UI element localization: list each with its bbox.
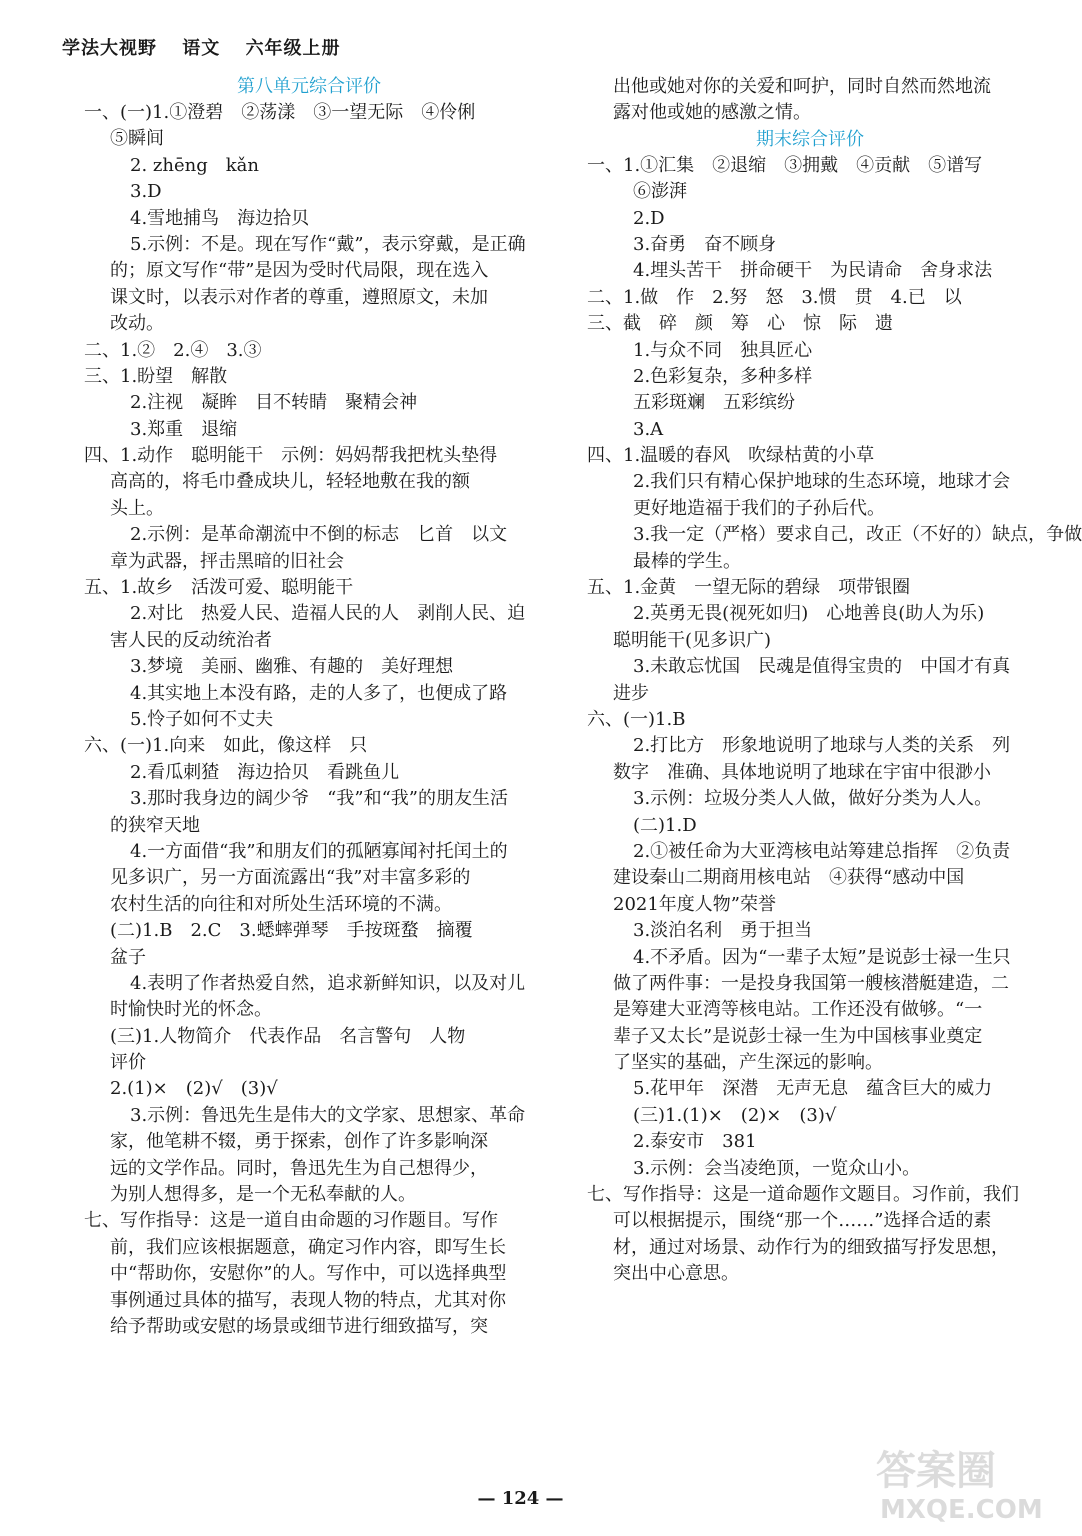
left-answer-line: 2.注视 凝眸 目不转睛 聚精会神: [130, 392, 418, 414]
right-answer-line: 3.A: [633, 418, 664, 440]
right-answer-line: 四、1.温暖的春风 吹绿枯黄的小草: [587, 445, 875, 467]
left-answer-line: 课文时，以表示对作者的尊重，遵照原文，未加: [110, 286, 488, 308]
section-title-final: 期末综合评价: [756, 128, 864, 150]
left-answer-line: 六、(一)1.向来 如此，像这样 只: [84, 735, 368, 757]
page-number: — 124 —: [477, 1488, 564, 1509]
left-answer-line: 高高的，将毛巾叠成块儿，轻轻地敷在我的额: [110, 471, 470, 493]
left-answer-line: 2.看瓜刺猹 海边拾贝 看跳鱼儿: [130, 761, 400, 783]
right-answer-line: 3.奋勇 奋不顾身: [633, 233, 777, 255]
left-answer-line: 2. zhēng kǎn: [130, 154, 259, 176]
left-answer-line: 4.一方面借“我”和朋友们的孤陋寡闻衬托闰土的: [130, 840, 508, 862]
left-answer-line: 5.示例：不是。现在写作“戴”，表示穿戴，是正确: [130, 233, 526, 255]
right-continued-lines: [587, 74, 1033, 127]
left-answer-line: 四、1.动作 聪明能干 示例：妈妈帮我把枕头垫得: [84, 445, 498, 467]
right-answer-line: 1.与众不同 独具匠心: [633, 339, 813, 361]
right-answer-line: 一、1.①汇集 ②退缩 ③拥戴 ④贡献 ⑤谱写: [587, 154, 983, 176]
right-answer-line: 2.我们只有精心保护地球的生态环境，地球才会: [633, 471, 1011, 493]
right-answer-line: 五、1.金黄 一望无际的碧绿 项带银圈: [587, 577, 911, 599]
right-answer-line: (三)1.(1)× (2)× (3)√: [633, 1104, 837, 1126]
left-answer-line: 害人民的反动统治者: [110, 629, 272, 651]
right-answer-line: 数字 准确、具体地说明了地球在宇宙中很渺小: [613, 761, 991, 783]
right-continued-line: 出他或她对你的关爱和呵护，同时自然而然地流: [613, 76, 991, 97]
left-answer-line: 4.其实地上本没有路，走的人多了，也便成了路: [130, 682, 508, 704]
right-answer-line: 4.埋头苦干 拼命硬干 为民请命 舍身求法: [633, 260, 993, 282]
left-answer-line: 给予帮助或安慰的场景或细节进行细致描写，突: [110, 1315, 488, 1337]
left-answer-line: 3.示例：鲁迅先生是伟大的文学家、思想家、革命: [130, 1104, 526, 1126]
right-answer-line: 2.英勇无畏(视死如归) 心地善良(助人为乐): [633, 603, 985, 625]
left-answer-line: 头上。: [110, 497, 164, 519]
left-answer-line: 七、写作指导：这是一道自由命题的习作题目。写作: [84, 1210, 498, 1232]
right-answer-line: 2.打比方 形象地说明了地球与人类的关系 列: [633, 735, 1011, 757]
right-answer-line: 突出中心意思。: [613, 1263, 739, 1285]
right-answer-lines: [587, 153, 1082, 1288]
right-answer-line: 可以根据提示，围绕“那一个……”选择合适的素: [613, 1210, 992, 1232]
left-answer-line: 一、(一)1.①澄碧 ②荡漾 ③一望无际 ④伶俐: [84, 102, 476, 123]
left-answer-line: 4.表明了作者热爱自然，追求新鲜知识，以及对儿: [130, 972, 526, 994]
left-answer-line: 改动。: [110, 313, 164, 335]
right-answer-line: 3.示例：会当凌绝顶，一览众山小。: [633, 1157, 921, 1179]
right-answer-line: 3.我一定（严格）要求自己，改正（不好的）缺点，争做: [633, 524, 1082, 546]
left-answer-line: 五、1.故乡 活泼可爱、聪明能干: [84, 577, 354, 599]
running-header: [62, 34, 359, 60]
left-answer-line: 时愉快时光的怀念。: [110, 999, 272, 1021]
left-answer-line: 事例通过具体的描写，表现人物的特点，尤其对你: [110, 1289, 506, 1311]
right-column: [587, 74, 1082, 1288]
left-answer-line: 3.梦境 美丽、幽雅、有趣的 美好理想: [130, 656, 454, 678]
right-answer-line: 三、截 碎 颜 筹 心 惊 际 遗: [587, 313, 893, 335]
left-answer-line: 2.(1)× (2)√ (3)√: [110, 1078, 278, 1100]
right-answer-line: 了坚实的基础，产生深远的影响。: [613, 1052, 883, 1074]
section-title-unit8: 第八单元综合评价: [237, 76, 381, 97]
right-answer-line: 做了两件事：一是投身我国第一艘核潜艇建造，二: [613, 972, 1009, 994]
left-answer-line: 评价: [110, 1052, 146, 1074]
right-answer-line: 七、写作指导：这是一道命题作文题目。习作前，我们: [587, 1184, 1019, 1206]
right-answer-line: 3.淡泊名利 勇于担当: [633, 920, 813, 942]
right-answer-line: 进步: [613, 682, 649, 704]
right-answer-line: (二)1.D: [633, 814, 697, 836]
left-answer-line: 农村生活的向往和对所处生活环境的不满。: [110, 893, 452, 915]
right-answer-line: 2.D: [633, 207, 665, 229]
right-answer-line: 辈子又太长”是说彭士禄一生为中国核事业奠定: [613, 1025, 983, 1047]
left-answer-line: 4.雪地捕鸟 海边拾贝: [130, 207, 310, 229]
right-answer-line: ⑥澎湃: [633, 181, 687, 203]
left-column: [84, 74, 534, 1340]
left-answer-line: 3.郑重 退缩: [130, 418, 238, 440]
right-answer-line: 3.未敢忘忧国 民魂是值得宝贵的 中国才有真: [633, 656, 1011, 678]
right-answer-line: 聪明能干(见多识广): [613, 629, 772, 651]
left-answer-line: 三、1.盼望 解散: [84, 365, 228, 387]
left-answer-line: 盆子: [110, 946, 146, 968]
left-answer-line: 中“帮助你，安慰你”的人。写作中，可以选择典型: [110, 1263, 507, 1285]
right-answer-line: 是筹建大亚湾等核电站。工作还没有做够。“一: [613, 999, 983, 1021]
right-answer-line: 2.①被任命为大亚湾核电站筹建总指挥 ②负责: [633, 840, 1011, 862]
right-answer-line: 4.不矛盾。因为“一辈子太短”是说彭士禄一生只: [633, 946, 1011, 968]
left-answer-line: 3.那时我身边的阔少爷 “我”和“我”的朋友生活: [130, 788, 508, 810]
right-answer-line: 最棒的学生。: [633, 550, 741, 572]
left-answer-line: 前，我们应该根据题意，确定习作内容，即写生长: [110, 1236, 506, 1258]
left-answer-line: 的；原文写作“带”是因为受时代局限，现在选入: [110, 260, 489, 282]
right-answer-line: 2.泰安市 381: [633, 1131, 757, 1153]
left-answer-line: 二、1.② 2.④ 3.③: [84, 339, 262, 361]
watermark-url: MXQE.COM: [880, 1495, 1043, 1525]
subject: 语文: [182, 38, 221, 59]
book-name: 学法大视野: [62, 38, 157, 59]
left-answer-line: 2.对比 热爱人民、造福人民的人 剥削人民、迫: [130, 603, 526, 625]
right-answer-line: 2021年度人物”荣誉: [613, 893, 777, 915]
left-answer-line: (二)1.B 2.C 3.蟋蟀弹琴 手按斑蝥 摘覆: [110, 920, 473, 942]
right-answer-line: 六、(一)1.B: [587, 708, 686, 730]
left-answer-lines: [84, 100, 534, 1340]
right-answer-line: 五彩斑斓 五彩缤纷: [633, 392, 795, 414]
left-answer-line: 2.示例：是革命潮流中不倒的标志 匕首 以文: [130, 524, 508, 546]
left-answer-line: 为别人想得多，是一个无私奉献的人。: [110, 1184, 416, 1206]
right-answer-line: 5.花甲年 深潜 无声无息 蕴含巨大的威力: [633, 1078, 993, 1100]
right-answer-line: 建设秦山二期商用核电站 ④获得“感动中国: [613, 867, 965, 889]
grade: 六年级上册: [245, 38, 341, 59]
right-continued-line: 露对他或她的感激之情。: [613, 102, 811, 124]
left-answer-line: ⑤瞬间: [110, 128, 164, 150]
watermark-logo: [872, 1440, 1043, 1526]
left-answer-line: 5.怜子如何不丈夫: [130, 708, 274, 730]
right-answer-line: 二、1.做 作 2.努 怒 3.惯 贯 4.已 以: [587, 286, 962, 308]
left-answer-line: 远的文学作品。同时，鲁迅先生为自己想得少，: [110, 1157, 488, 1179]
left-answer-line: 3.D: [130, 181, 162, 203]
left-answer-line: 见多识广，另一方面流露出“我”对丰富多彩的: [110, 867, 471, 889]
right-answer-line: 2.色彩复杂，多种多样: [633, 365, 813, 387]
left-answer-line: 章为武器，抨击黑暗的旧社会: [110, 550, 344, 572]
right-answer-line: 3.示例：垃圾分类人人做，做好分类为人人。: [633, 788, 993, 810]
left-answer-line: 的狭窄天地: [110, 814, 200, 836]
watermark-text: 答案圈: [876, 1448, 996, 1494]
right-answer-line: 更好地造福于我们的子孙后代。: [633, 497, 885, 519]
left-answer-line: (三)1.人物简介 代表作品 名言警句 人物: [110, 1025, 466, 1047]
left-answer-line: 家，他笔耕不辍，勇于探索，创作了许多影响深: [110, 1131, 488, 1153]
right-answer-line: 材，通过对场景、动作行为的细致描写抒发思想，: [613, 1236, 1009, 1258]
